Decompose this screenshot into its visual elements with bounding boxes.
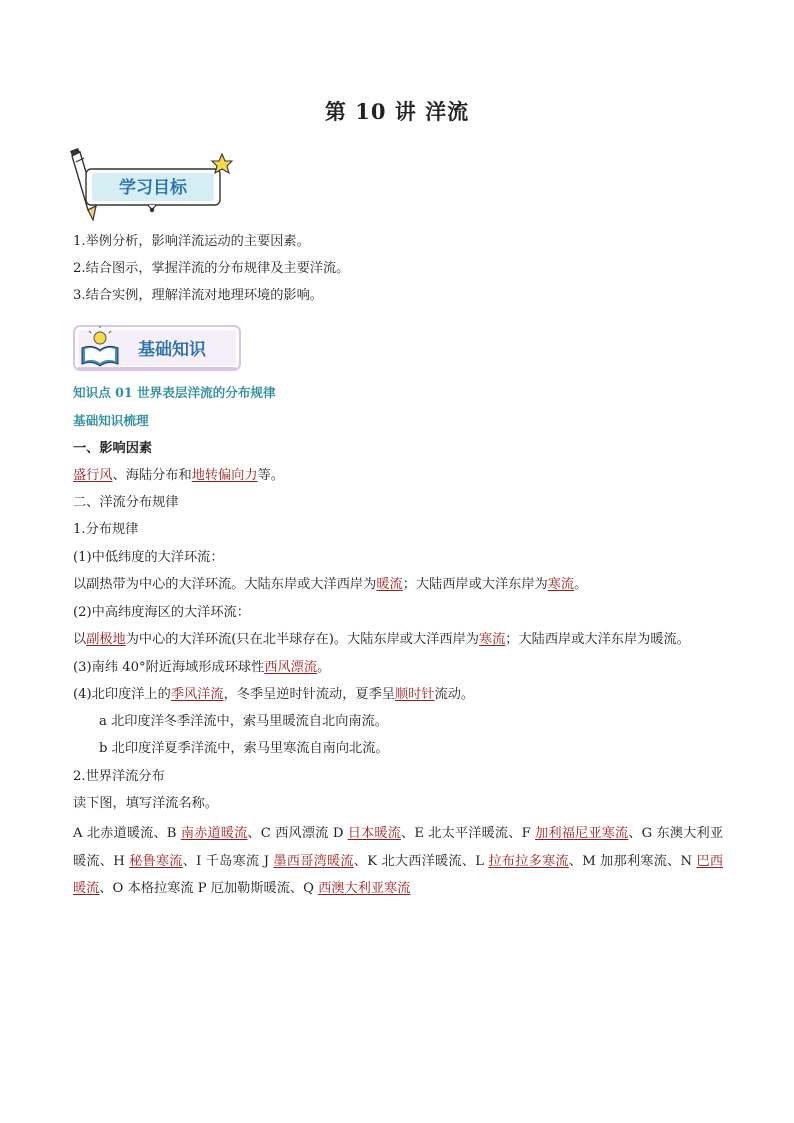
p2-heading: (2)中高纬度海区的大洋环流： [73,605,250,620]
answer-J: 墨西哥湾暖流 [273,853,354,869]
section-2-heading: 二、洋流分布规律 [73,495,179,510]
answer-coriolis-force: 地转偏向力 [191,468,258,483]
answer-cold-current: 寒流 [547,577,575,592]
page-title: 第 10 讲 洋流 [324,99,470,124]
answer-monsoon-current: 季风洋流 [170,687,224,702]
answer-L: 拉布拉多寒流 [488,853,569,869]
answer-F: 加利福尼亚寒流 [535,826,629,841]
p4-b: b 北印度洋夏季洋流中，索马里寒流自南向北流。 [99,741,389,756]
answer-clockwise: 顺时针 [395,687,435,702]
goal-2: 2.结合图示，掌握洋流的分布规律及主要洋流。 [73,261,350,276]
factors-line: 盛行风、海陆分布和地转偏向力等。 [73,468,284,483]
answer-subpolar: 副极地 [86,632,126,647]
section-1-heading: 一、影响因素 [73,441,153,456]
answer-prevailing-wind: 盛行风 [73,468,113,483]
answer-Q: 西澳大利亚寒流 [318,881,411,896]
currents-paragraph: A 北赤道暖流、B 南赤道暖流、C 西风漂流 D 日本暖流、E 北太平洋暖流、F 加利福尼亚寒流、G 东澳大利亚暖流、H 秘鲁寒流、I 千岛寒流 J 墨西哥湾暖流、K 北大西洋暖流、L 拉布拉多寒流、M 加那利寒流、N 巴西暖流、O 本格拉寒流 P 厄加勒斯暖流、Q 西澳大利亚寒流 [73,826,724,896]
p3: (3)南纬 40°附近海域形成环球性西风漂流。 [73,660,331,675]
basic-knowledge-label: 基础知识 [138,340,206,360]
answer-west-wind-drift: 西风漂流 [264,660,318,675]
answer-warm-current: 暖流 [376,577,403,592]
subsection-2-heading: 2.世界洋流分布 [73,769,165,784]
learning-goals-banner [66,148,236,222]
answer-cold-current-2: 寒流 [478,632,506,647]
goal-1: 1.举例分析，影响洋流运动的主要因素。 [73,234,310,249]
p1-body: 以副热带为中心的大洋环流。大陆东岸或大洋西岸为暖流；大陆西岸或大洋东岸为寒流。 [73,577,588,592]
knowledge-subheading: 基础知识梳理 [73,413,149,428]
instruction: 读下图，填写洋流名称。 [73,796,219,811]
p4: (4)北印度洋上的季风洋流，冬季呈逆时针流动，夏季呈顺时针流动。 [73,687,475,702]
learning-goals-label: 学习目标 [119,178,187,198]
goal-3: 3.结合实例，理解洋流对地理环境的影响。 [73,288,323,303]
p1-heading: (1)中低纬度的大洋环流： [73,550,224,565]
answer-D: 日本暖流 [347,826,402,841]
answer-B: 南赤道暖流 [180,826,248,841]
answer-H: 秘鲁寒流 [129,853,183,869]
p4-a: a 北印度洋冬季洋流中，索马里暖流自北向南流。 [99,714,388,729]
knowledge-point-heading: 知识点 01 世界表层洋流的分布规律 [73,385,276,400]
answer-N: 巴西暖流 [73,853,724,896]
p2-body: 以副极地为中心的大洋环流(只在北半球存在)。大陆东岸或大洋西岸为寒流；大陆西岸或大洋东岸为暖流。 [73,632,690,647]
basic-knowledge-banner [72,324,246,374]
subsection-1-heading: 1.分布规律 [73,522,139,537]
